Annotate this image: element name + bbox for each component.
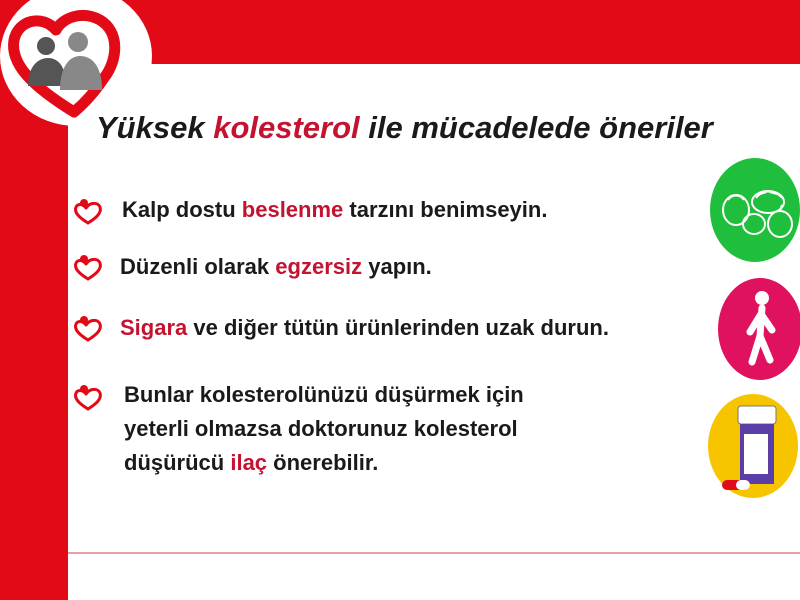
bullet-text: tarzını benimseyin. [343, 197, 548, 222]
heart-bullet-icon [72, 313, 106, 343]
bullet-text: Kalp dostu [122, 197, 242, 222]
heart-bullet-icon [72, 382, 106, 412]
bullet-text: düşürücü [124, 450, 231, 475]
bullet-highlight: Sigara [120, 315, 188, 340]
heart-bullet-icon [72, 196, 106, 226]
heart-bullet-icon [72, 252, 106, 282]
bullet-highlight: beslenme [241, 197, 344, 222]
nutrition-circle [710, 158, 800, 262]
bullet-medication [124, 378, 524, 480]
bullet-line [124, 446, 524, 480]
title-highlight: kolesterol [213, 110, 360, 145]
bullet-exercise [120, 254, 432, 280]
bottom-divider [68, 552, 800, 554]
bullet-line: yeterli olmazsa doktorunuz kolesterol [124, 416, 518, 441]
bullet-line: Bunlar kolesterolünüzü düşürmek için [124, 382, 524, 407]
medication-circle [708, 394, 798, 498]
title-prefix: Yüksek [96, 110, 214, 145]
slide-title [96, 110, 800, 146]
walking-person-icon [718, 278, 800, 380]
bullet-highlight: egzersiz [275, 254, 363, 279]
bullet-text: önerebilir. [267, 450, 379, 475]
bullet-text: Düzenli olarak [120, 254, 276, 279]
bullet-text: yapın. [362, 254, 432, 279]
title-suffix: ile mücadelede öneriler [359, 110, 713, 145]
pill-bottle-icon [708, 394, 798, 498]
exercise-circle [718, 278, 800, 380]
bullet-smoking [120, 315, 609, 341]
vegetables-icon [710, 158, 800, 262]
bullet-nutrition [122, 197, 547, 223]
bullet-highlight: ilaç [230, 450, 268, 475]
bullet-text: ve diğer tütün ürünlerinden uzak durun. [187, 315, 609, 340]
